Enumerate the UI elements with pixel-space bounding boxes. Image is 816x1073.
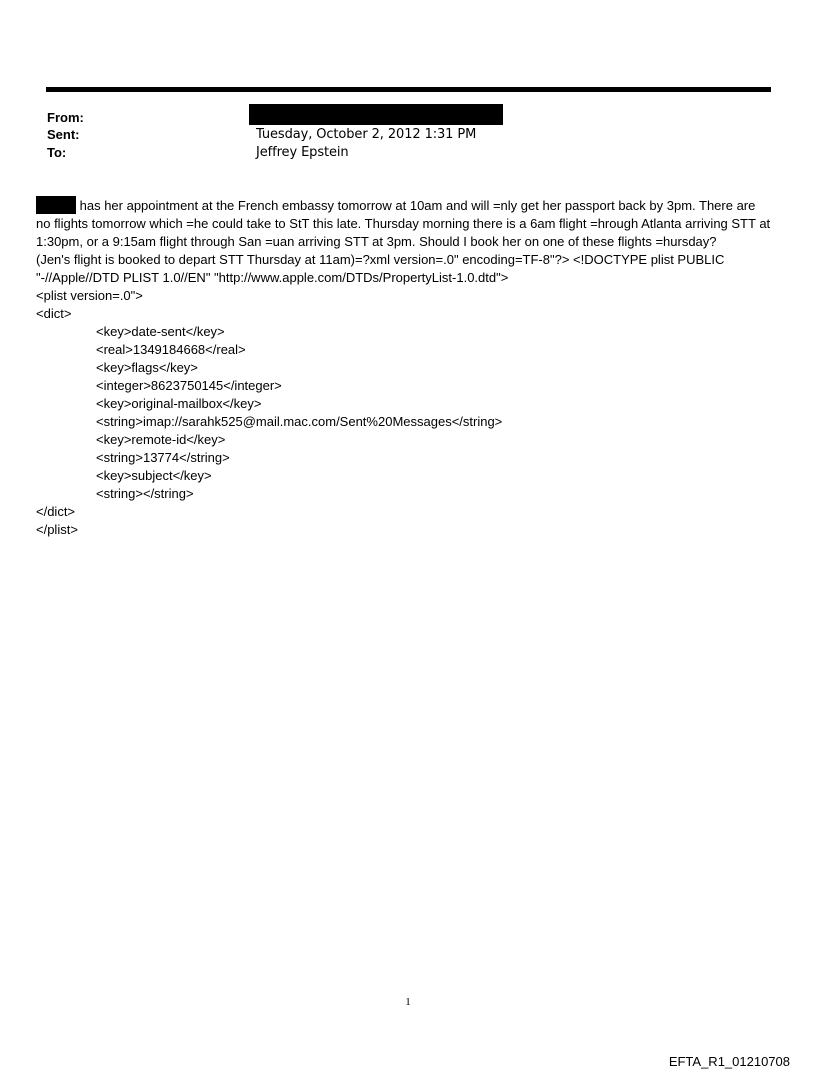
header-rule — [46, 87, 771, 92]
sent-value: Tuesday, October 2, 2012 1:31 PM — [256, 127, 477, 142]
redacted-from-value — [249, 104, 503, 125]
dict-line: <real>1349184668</real> — [96, 342, 246, 357]
redacted-name — [36, 196, 76, 214]
dict-line: <key>subject</key> — [96, 468, 212, 483]
dict-line: <key>date-sent</key> — [96, 324, 225, 339]
dict-line: <string>imap://sarahk525@mail.mac.com/Sent%20Messages</string> — [96, 414, 503, 429]
body-paragraph-1 — [36, 196, 771, 251]
plist-close: </plist> — [36, 522, 78, 537]
plist-open: <plist version=.0"> — [36, 288, 143, 303]
to-label: To: — [47, 145, 67, 160]
dict-line: <key>original-mailbox</key> — [96, 396, 262, 411]
email-body — [36, 196, 771, 539]
dict-open: <dict> — [36, 306, 72, 321]
dict-line: <integer>8623750145</integer> — [96, 378, 282, 393]
body-paragraph-1-text: has her appointment at the French embassy tomorrow at 10am and will =nly get her passport back by 3pm. There are no flights tomorrow which =he could take to StT this late. Thursday morning there is a 6am flight =hrough Atlanta arriving STT at 1:30pm, or a 9:15am flight through San =uan arriving STT at 3pm. Should I book her on one of these flights =hursday? — [36, 198, 771, 249]
to-value: Jeffrey Epstein — [256, 145, 349, 160]
dict-line: <string>13774</string> — [96, 450, 230, 465]
from-label: From: — [47, 110, 84, 125]
dict-line: <key>flags</key> — [96, 360, 198, 375]
page-number: 1 — [405, 996, 411, 1008]
dict-line: <key>remote-id</key> — [96, 432, 226, 447]
sent-label: Sent: — [47, 127, 80, 142]
body-paragraph-2: (Jen's flight is booked to depart STT Thursday at 11am)=?xml version=.0" encoding=TF-8"?> <!DOCTYPE plist PUBLIC "-//Apple//DTD PLIST 1.0//EN" "http://www.apple.com/DTDs/PropertyList-1.0.dtd"> — [36, 252, 725, 285]
dict-line: <string></string> — [96, 486, 194, 501]
bates-number: EFTA_R1_01210708 — [668, 1054, 790, 1069]
dict-close: </dict> — [36, 504, 76, 519]
